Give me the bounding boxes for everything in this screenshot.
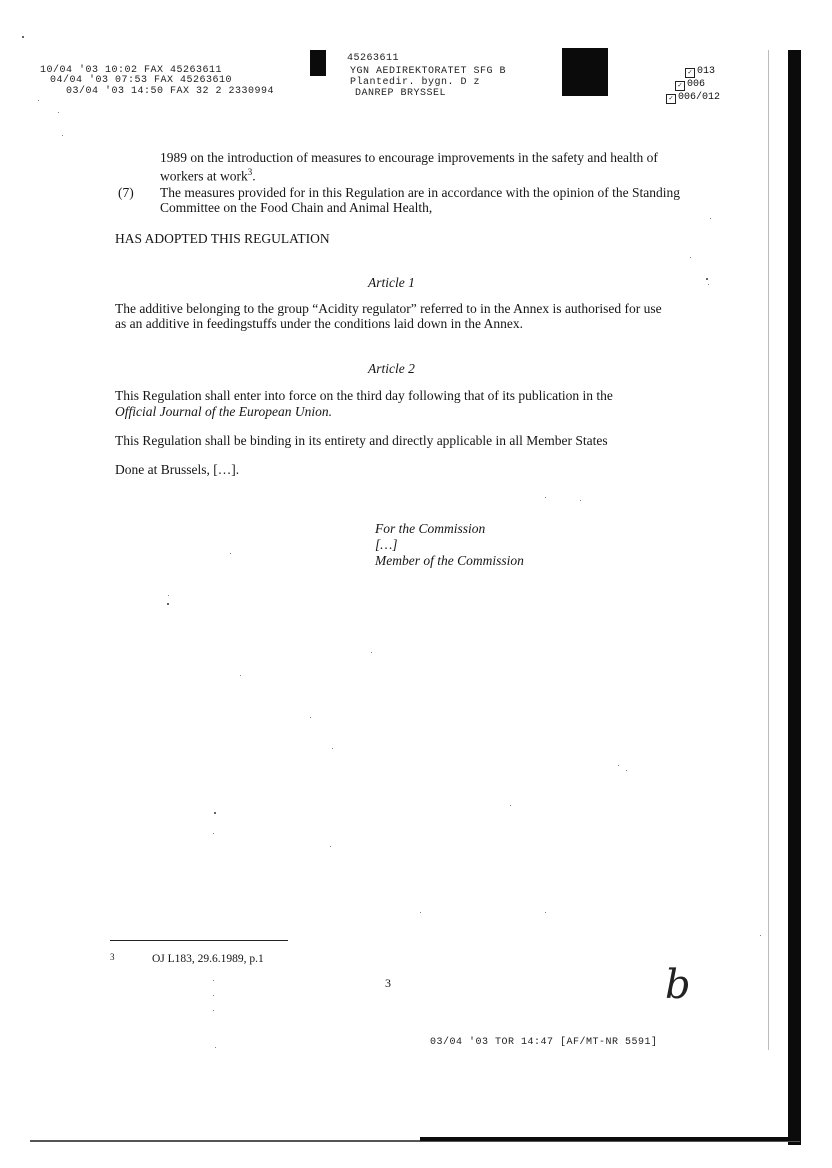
- handwritten-mark: b: [665, 962, 691, 1008]
- signature-for-commission: For the Commission: [375, 521, 486, 536]
- checkbox-icon: ✓: [685, 68, 695, 78]
- scan-noise: [332, 748, 333, 749]
- scan-noise: [240, 675, 241, 676]
- scan-noise: [545, 912, 546, 913]
- article-1-title: Article 1: [368, 275, 415, 290]
- page-counter-1: ✓ 013: [685, 66, 715, 78]
- checkbox-icon: ✓: [666, 94, 676, 104]
- scan-noise: [168, 595, 169, 596]
- article-1-text: The additive belonging to the group “Acidity regulator” referred to in the Annex is authorised for use as an additive in feedingstuffs under the conditions laid down in the Annex.: [115, 301, 662, 331]
- page-number: 3: [385, 976, 391, 990]
- scan-noise: [618, 765, 619, 766]
- scan-noise: [510, 805, 511, 806]
- bottom-fax-stamp: 03/04 '03 TOR 14:47 [AF/MT-NR 5591]: [430, 1037, 658, 1048]
- footnote-text: OJ L183, 29.6.1989, p.1: [152, 953, 264, 965]
- scan-noise: [214, 812, 216, 814]
- footnote-rule: [110, 940, 288, 941]
- adopted-heading: HAS ADOPTED THIS REGULATION: [115, 231, 330, 246]
- scan-noise: [330, 846, 331, 847]
- scan-noise: [22, 36, 24, 38]
- scan-noise: [62, 135, 63, 136]
- scan-line-right: [768, 50, 769, 1050]
- sender-line-3: DANREP BRYSSEL: [355, 88, 447, 99]
- article-2-text-line-1: This Regulation shall enter into force on the third day following that of its publication in the: [115, 388, 613, 403]
- paragraph-7: The measures provided for in this Regulation are in accordance with the opinion of the Standing Committee on the Food Chain and Animal Health,: [160, 185, 680, 215]
- scan-noise: [310, 717, 311, 718]
- scan-noise: [760, 935, 761, 936]
- sender-number: 45263611: [347, 53, 400, 64]
- scan-noise: [710, 218, 711, 219]
- done-at-text: Done at Brussels, […].: [115, 462, 240, 477]
- fax-header-line-3: 03/04 '03 14:50 FAX 32 2 2330994: [66, 86, 275, 97]
- scan-edge-right: [788, 50, 801, 1145]
- fax-header-line-2: 04/04 '03 07:53 FAX 45263610: [50, 75, 233, 86]
- scan-noise: [38, 100, 39, 101]
- scan-noise: [708, 284, 709, 285]
- scan-noise: [213, 833, 214, 834]
- scan-noise: [230, 553, 231, 554]
- scan-noise: [545, 497, 546, 498]
- page-counter-2: ✓ 006: [675, 79, 705, 91]
- paragraph-6: 1989 on the introduction of measures to encourage improvements in the safety and health of workers at work$^3$.: [160, 150, 658, 184]
- scan-noise: [371, 652, 372, 653]
- scan-noise: [213, 995, 214, 996]
- article-2-title: Article 2: [368, 361, 415, 376]
- sender-line-2: Plantedir. bygn. D z: [350, 77, 481, 88]
- fax-black-square: [562, 48, 608, 96]
- scan-noise: [213, 1010, 214, 1011]
- binding-text: This Regulation shall be binding in its entirety and directly applicable in all Member States: [115, 433, 608, 448]
- scan-noise: [213, 980, 214, 981]
- scan-noise: [167, 603, 169, 605]
- page-counter-3: ✓ 006/012: [666, 92, 720, 104]
- scan-noise: [58, 112, 59, 113]
- sender-line-1: YGN AEDIREKTORATET SFG B: [350, 66, 507, 77]
- signature-member: Member of the Commission: [375, 553, 524, 568]
- scan-noise: [626, 770, 627, 771]
- scan-edge-bottom-dark: [420, 1137, 800, 1141]
- scan-noise: [580, 500, 581, 501]
- signature-blank: […]: [375, 537, 398, 552]
- checkbox-icon: ✓: [675, 81, 685, 91]
- scan-noise: [706, 278, 708, 280]
- footnote-number: 3: [110, 952, 115, 962]
- scan-noise: [215, 1047, 216, 1048]
- fax-black-mark: [310, 50, 326, 76]
- scan-noise: [420, 912, 421, 913]
- article-2-text-line-2: Official Journal of the European Union.: [115, 404, 332, 419]
- scan-noise: [690, 257, 691, 258]
- fax-header-line-1: 10/04 '03 10:02 FAX 45263611: [40, 65, 223, 76]
- paragraph-7-number: (7): [118, 185, 134, 200]
